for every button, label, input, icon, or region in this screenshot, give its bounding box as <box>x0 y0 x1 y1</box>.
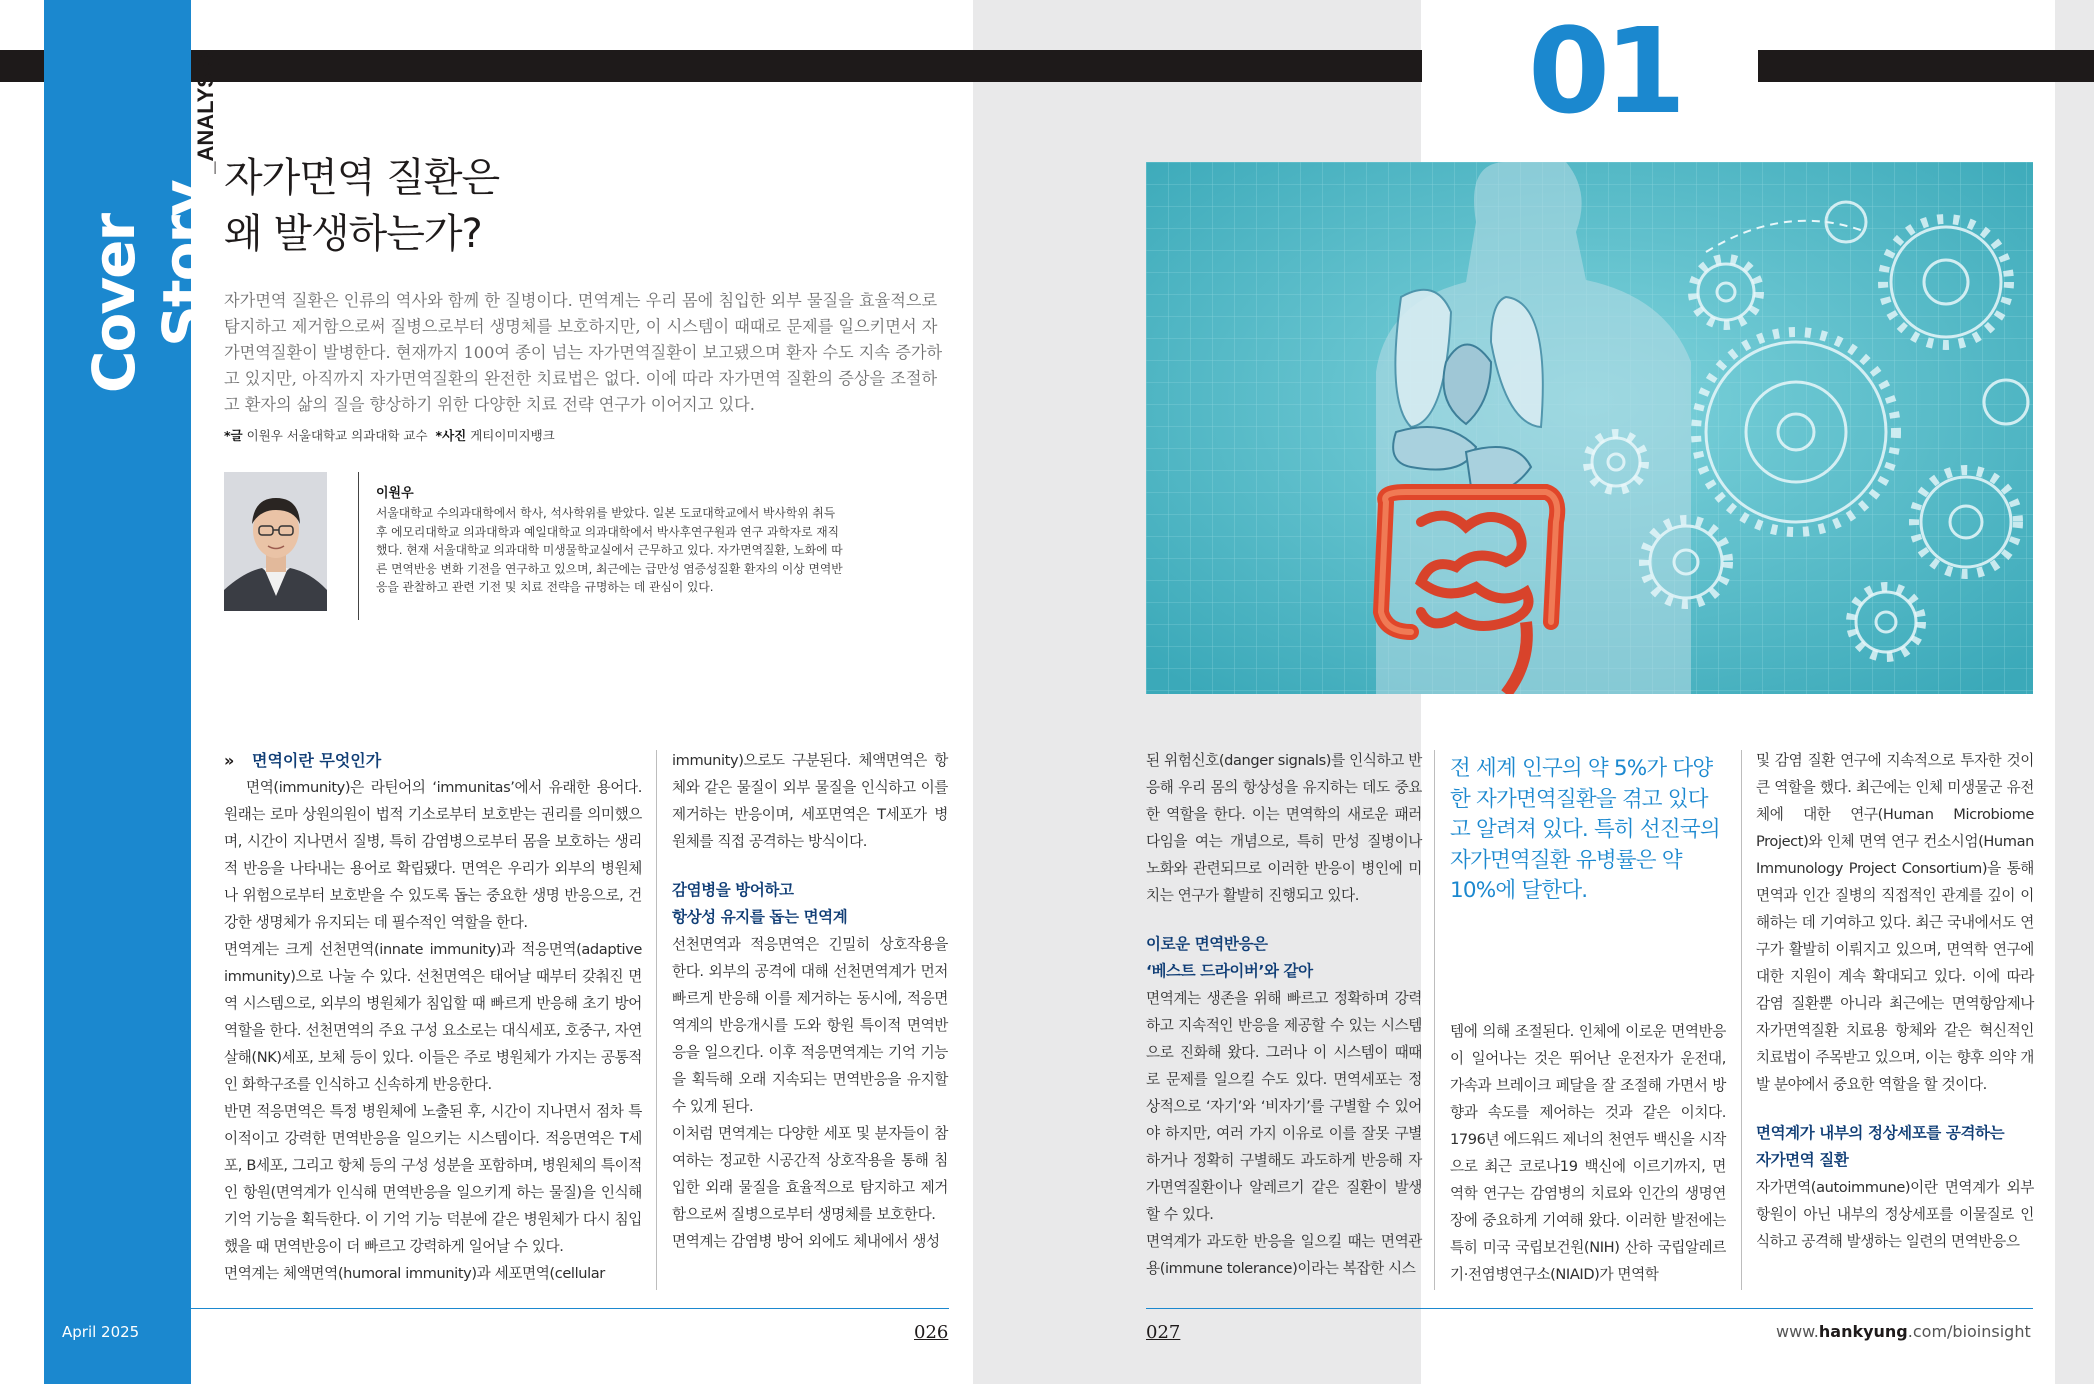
author-name: 이원우 <box>376 486 414 501</box>
subheading-line-1: 면역계가 내부의 정상세포를 공격하는 <box>1756 1124 2005 1142</box>
paragraph: 면역계는 감염병 방어 외에도 체내에서 생성 <box>672 1233 940 1250</box>
subheading-line-2: 항상성 유지를 돕는 면역계 <box>672 908 848 926</box>
paragraph: 면역계는 체액면역(humoral immunity)과 세포면역(cellular <box>224 1265 605 1282</box>
page-number-left: 026 <box>914 1322 949 1343</box>
lead-paragraph: 자가면역 질환은 인류의 역사와 함께 한 질병이다. 면역계는 우리 몸에 침입한 외부 물질을 효율적으로 탐지하고 제거함으로써 질병으로부터 생명체를 보호하지만, 이 시스템이 때때로 문제를 일으키면서 자가면역질환이 발병한다. 현재까지 100여 종이 넘는 자가면역질환이 보고됐으며 환자 수도 지속 증가하고 있지만, 아직까지 자가면역질환의 완전한 치료법은 없다. 이에 따라 자가면역 질환의 증상을 조절하고 환자의 삶의 질을 향상하기 위한 다양한 치료 전략 연구가 이어지고 있다. <box>224 291 943 414</box>
writer-name: 이원우 서울대학교 의과대학 교수 <box>246 428 428 443</box>
pull-quote: 전 세계 인구의 약 5%가 다양한 자가면역질환을 겪고 있다고 알려져 있다. 특히 선진국의 자가면역질환 유병률은 약 10%에 달한다. <box>1450 756 1720 903</box>
paragraph: 및 감염 질환 연구에 지속적으로 투자한 것이 큰 역할을 했다. 최근에는 인체 미생물군 유전체에 대한 연구(Human Microbiome Project)와 인체 면역 연구 컨소시엄(Human Immunology Project Consortium)을 통해 면역과 인간 질병의 직접적인 관계를 깊이 이해하는 데 기여하고 있다. 최근 국내에서도 연구가 활발히 이뤄지고 있으며, 면역학 연구에 대한 지원이 계속 확대되고 있다. 이에 따라 감염 질환뿐 아니라 최근에는 면역항암제나 자가면역질환 치료용 항체와 같은 혁신적인 치료법이 주목받고 있으며, 이는 향후 의약 개발 분야에서 중요한 역할을 할 것이다. <box>1756 752 2034 1093</box>
column-divider <box>1741 750 1742 1290</box>
subheading <box>672 877 948 931</box>
issue-date: April 2025 <box>62 1323 140 1341</box>
photo-credit: 게티이미지뱅크 <box>470 428 555 443</box>
column-divider <box>656 750 657 1290</box>
body-column-1 <box>224 774 642 1287</box>
subheading <box>1146 931 1422 985</box>
subheading-line-1: 이로운 면역반응은 <box>1146 935 1268 953</box>
column-divider <box>1434 750 1435 1290</box>
body-column-2 <box>672 747 948 1255</box>
body-column-5 <box>1756 747 2034 1255</box>
photo-label: *사진 <box>435 428 467 443</box>
paragraph: 된 위험신호(danger signals)를 인식하고 반응해 우리 몸의 항상성을 유지하는 데도 중요한 역할을 한다. 이는 면역학의 새로운 패러다임을 여는 개념으로, 특히 만성 질병이나 노화와 관련되므로 이러한 반응이 병인에 미치는 연구가 활발히 진행되고 있다. <box>1146 752 1422 904</box>
subheading-line-2: 자가면역 질환 <box>1756 1151 1849 1169</box>
paragraph: 면역계가 과도한 반응을 일으킬 때는 면역관용(immune tolerance)이라는 복잡한 시스 <box>1146 1233 1422 1277</box>
cover-label: Cover <box>80 214 148 394</box>
paragraph: 이처럼 면역계는 다양한 세포 및 분자들이 참여하는 정교한 시공간적 상호작용을 통해 침입한 외래 물질을 효율적으로 탐지하고 제거함으로써 질병으로부터 생명체를 보호한다. <box>672 1125 948 1223</box>
website-link[interactable] <box>1776 1322 2031 1341</box>
paragraph: 선천면역과 적응면역은 긴밀히 상호작용을 한다. 외부의 공격에 대해 선천면역계가 먼저 빠르게 반응해 이를 제거하는 동시에, 적응면역계의 반응개시를 도와 항원 특이적 면역반응을 일으킨다. 이후 적응면역계는 기억 기능을 획득해 오래 지속되는 면역반응을 유지할 수 있게 된다. <box>672 936 948 1115</box>
autoimmune-illustration <box>1146 162 2033 694</box>
paragraph: 면역계는 크게 선천면역(innate immunity)과 적응면역(adaptive immunity)으로 나눌 수 있다. 선천면역은 태어날 때부터 갖춰진 면역 시스템으로, 외부의 병원체가 침입할 때 빠르게 반응해 초기 방어 역할을 한다. 선천면역의 주요 구성 요소로는 대식세포, 호중구, 자연살해(NK)세포, 보체 등이 있다. 이들은 주로 병원체가 가지는 공통적인 화학구조를 인식하고 신속하게 반응한다. <box>224 941 642 1093</box>
paragraph: 면역(immunity)은 라틴어의 ‘immunitas’에서 유래한 용어다. 원래는 로마 상원의원이 법적 기소로부터 보호받는 권리를 의미했으며, 시간이 지나면서 질병, 특히 감염병으로부터 몸을 보호하는 생리적 반응을 나타내는 용어로 확립됐다. 면역은 우리가 외부의 병원체나 위험으로부터 보호받을 수 있도록 돕는 중요한 생명 반응으로, 건강한 생명체가 유지되는 데 필수적인 역할을 한다. <box>224 779 642 931</box>
top-bar-main <box>191 50 1422 82</box>
story-label: Story <box>150 181 218 347</box>
paragraph: 반면 적응면역은 특정 병원체에 노출된 후, 시간이 지나면서 점차 특이적이고 강력한 면역반응을 일으키는 시스템이다. 적응면역은 T세포, B세포, 그리고 항체 등의 구성 성분을 포함하며, 병원체의 특이적인 항원(면역계가 인식해 면역반응을 일으키게 하는 물질)을 인식해 기억 기능을 획득한다. 이 기억 기능 덕분에 같은 병원체가 다시 침입했을 때 면역반응이 더 빠르고 강력하게 일어날 수 있다. <box>224 1103 642 1255</box>
section-heading-immunity <box>224 748 381 771</box>
writer-label: *글 <box>224 428 243 443</box>
analysis-label: _ANALYSIS <box>193 52 218 174</box>
author-bio: 서울대학교 수의과대학에서 학사, 석사학위를 받았다. 일본 도쿄대학교에서 박사학위 취득 후 에모리대학교 의과대학과 예일대학교 의과대학에서 박사후연구원과 연구 과학자로 재직했다. 현재 서울대학교 의과대학 미생물학교실에서 근무하고 있다. 자가면역질환, 노화에 따른 면역반응 변화 기전을 연구하고 있으며, 최근에는 급만성 염증성질환 환자의 이상 면역반응을 관찰하고 관련 기전 및 치료 전략을 규명하는 데 관심이 있다. <box>376 506 843 594</box>
cover-story-title <box>44 0 218 460</box>
article-title <box>224 150 724 262</box>
site-prefix: www. <box>1776 1322 1819 1341</box>
footer-rule-right <box>1146 1308 2033 1309</box>
subheading-line-2: ‘베스트 드라이버’와 같아 <box>1146 962 1313 980</box>
double-chevron-icon: » <box>224 751 235 770</box>
paragraph: 면역계는 생존을 위해 빠르고 정확하며 강력하고 지속적인 반응을 제공할 수 있는 시스템으로 진화해 왔다. 그러나 이 시스템이 때때로 문제를 일으킬 수도 있다. 면역세포는 정상적으로 ‘자기’와 ‘비자기’를 구별할 수 있어야 하지만, 여러 가지 이유로 이를 잘못 구별하거나 정확히 구별해도 과도하게 반응해 자가면역질환이나 알레르기 같은 질환이 발생할 수 있다. <box>1146 990 1422 1223</box>
right-page-edge <box>2055 0 2094 1384</box>
page-number-right: 027 <box>1146 1322 1181 1343</box>
subheading-line-1: 감염병을 방어하고 <box>672 881 794 899</box>
author-photo <box>224 472 327 611</box>
section-number: 01 <box>1528 2 1681 140</box>
paragraph: 자가면역(autoimmune)이란 면역계가 외부 항원이 아닌 내부의 정상세포를 이물질로 인식하고 공격해 발생하는 일련의 면역반응으 <box>1756 1179 2034 1250</box>
top-bar-left <box>0 50 44 82</box>
top-bar-right <box>1758 50 2094 82</box>
footer-rule-left <box>62 1308 949 1309</box>
paragraph: immunity)으로도 구분된다. 체액면역은 항체와 같은 물질이 외부 물질을 인식하고 이를 제거하는 반응이며, 세포면역은 T세포가 병원체를 직접 공격하는 방식이다. <box>672 752 948 850</box>
site-suffix: .com/bioinsight <box>1907 1322 2031 1341</box>
title-line-1: 자가면역 질환은 <box>224 155 500 201</box>
subheading <box>1756 1120 2034 1174</box>
section-heading-text: 면역이란 무엇인가 <box>252 751 382 770</box>
body-column-4 <box>1450 1018 1726 1288</box>
title-line-2: 왜 발생하는가? <box>224 211 482 257</box>
body-column-3 <box>1146 747 1422 1282</box>
site-brand: hankyung <box>1818 1322 1908 1341</box>
bio-divider <box>358 472 359 620</box>
byline <box>224 426 555 444</box>
paragraph: 템에 의해 조절된다. 인체에 이로운 면역반응이 일어나는 것은 뛰어난 운전자가 운전대, 가속과 브레이크 페달을 잘 조절해 가면서 방향과 속도를 제어하는 것과 같은 이치다. 1796년 에드워드 제너의 천연두 백신을 시작으로 최근 코로나19 백신에 이르기까지, 면역학 연구는 감염병의 치료와 인간의 생명연장에 중요하게 기여해 왔다. 이러한 발전에는 특히 미국 국립보건원(NIH) 산하 국립알레르기·전염병연구소(NIAID)가 면역학 <box>1450 1023 1726 1283</box>
